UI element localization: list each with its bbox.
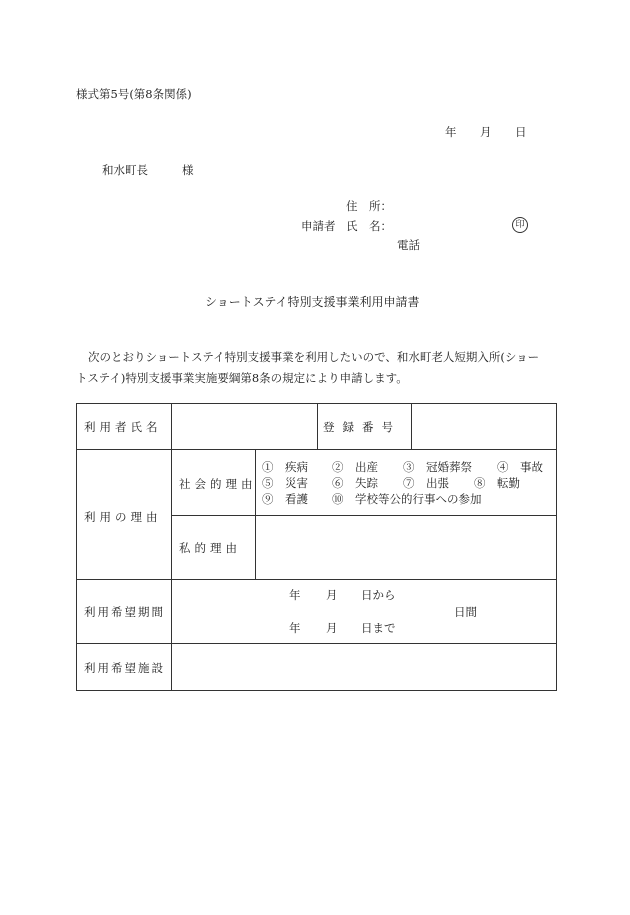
addressee-name: 和水町長 (102, 163, 148, 177)
period-label: 利用希望期間 (84, 605, 165, 619)
table-line (317, 403, 318, 449)
social-reason-option[interactable]: ② 出産 (332, 460, 378, 474)
period-to-day: 日まで (361, 621, 396, 635)
table-border-right (556, 403, 557, 691)
period-to-year: 年 (289, 621, 301, 635)
social-reason-option[interactable]: ④ 事故 (497, 460, 543, 474)
social-reason-option[interactable]: ⑧ 転勤 (474, 476, 520, 490)
date-day: 日 (515, 125, 527, 139)
period-from-month: 月 (326, 588, 338, 602)
facility-field[interactable] (172, 644, 556, 690)
name-label: 氏 名： (346, 219, 392, 233)
user-name-field[interactable] (172, 404, 317, 449)
period-from-day: 日から (361, 588, 396, 602)
table-border-left (76, 403, 77, 691)
private-reason-field[interactable] (256, 516, 556, 579)
addressee-honorific: 様 (182, 163, 194, 177)
form-number: 様式第5号(第8条関係) (76, 87, 192, 101)
address-label: 住 所： (346, 199, 392, 213)
social-reason-option[interactable]: ⑤ 災害 (262, 476, 308, 490)
social-reason-option[interactable]: ① 疾病 (262, 460, 308, 474)
social-reason-option[interactable]: ⑨ 看護 (262, 492, 308, 506)
table-border-bottom (76, 690, 557, 691)
user-name-label: 利用者氏名 (84, 420, 162, 434)
period-from-year: 年 (289, 588, 301, 602)
date-month: 月 (480, 125, 492, 139)
facility-label: 利用希望施設 (84, 661, 165, 675)
period-to-month: 月 (326, 621, 338, 635)
social-reason-option[interactable]: ⑥ 失踪 (332, 476, 378, 490)
application-table (76, 403, 557, 691)
registration-field[interactable] (412, 404, 556, 449)
period-days: 日間 (454, 605, 477, 619)
body-line-1: 次のとおりショートステイ特別支援事業を利用したいので、和水町老人短期入所(ショー (88, 350, 540, 364)
social-reason-label: 社会的理由 (179, 477, 257, 491)
date-year: 年 (445, 125, 457, 139)
table-line (76, 579, 557, 580)
seal-mark: 印 (512, 217, 528, 233)
applicant-label: 申請者 (301, 219, 336, 233)
social-reason-option[interactable]: ⑦ 出張 (403, 476, 449, 490)
private-reason-label: 私的理由 (179, 541, 241, 555)
reason-label: 利用の理由 (84, 510, 162, 524)
registration-label: 登録番号 (323, 420, 401, 434)
social-reason-option[interactable]: ⑩ 学校等公的行事への参加 (332, 492, 482, 506)
social-reason-option[interactable]: ③ 冠婚葬祭 (403, 460, 472, 474)
table-line (76, 449, 557, 450)
phone-label: 電話 (397, 238, 420, 252)
document-title: ショートステイ特別支援事業利用申請書 (205, 295, 420, 309)
body-line-2: トステイ)特別支援事業実施要綱第8条の規定により申請します。 (76, 371, 408, 385)
